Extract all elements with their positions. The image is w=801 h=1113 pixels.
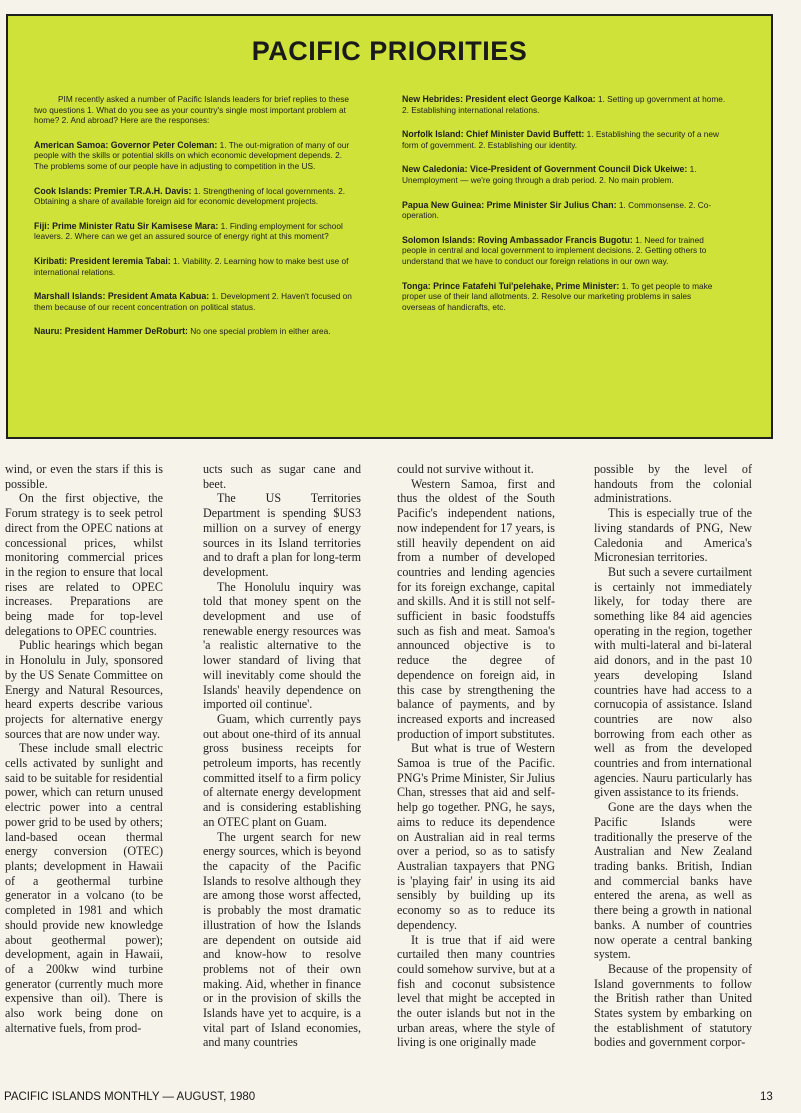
entry-text: 1. Strengthening of local governments. 2. Obtaining a share of available foreign aid for economic development projects. xyxy=(34,185,346,207)
box-entry xyxy=(34,291,356,312)
entry-text: 1. Commonsense. 2. Co-operation. xyxy=(402,199,712,221)
paragraph: It is true that if aid were curtailed then many countries could somehow survive, but at a fish and coconut subsistence level that might be accepted in the outer islands but not in the urban areas, where the style of living is one originally made xyxy=(397,932,555,1050)
paragraph: On the first objective, the Forum strategy is to seek petrol direct from the OPEC nations at concessional prices, whilst monitoring commercial prices in the region to ensure that local rises are related to OPEC increases. Preparations are being made for top-level delegations to OPEC countries. xyxy=(5,491,163,638)
box-entry xyxy=(402,164,726,185)
paragraph: Gone are the days when the Pacific Islands were traditionally the preserve of the Australian and New Zealand trading banks. British, Indian and commercial banks have entered the arena, as well as there being a growth in national banks. A number of countries now operate a central banking system. xyxy=(594,800,752,962)
entry-head: Solomon Islands: Roving Ambassador Francis Bugotu: xyxy=(402,234,633,245)
box-entry xyxy=(402,281,726,313)
box-entry xyxy=(402,200,726,221)
entry-head: New Hebrides: President elect George Kalkoa: xyxy=(402,94,596,104)
paragraph: The US Territories Department is spending $US3 million on a survey of energy sources in its Island territories and to draft a plan for long-term development. xyxy=(203,491,361,579)
box-entry xyxy=(34,140,356,172)
box-entry xyxy=(402,94,726,115)
paragraph: But such a severe curtailment is certainly not immediately likely, for today there are something like 84 aid agencies operating in the region, together with multi-lateral and bi-lateral aid donors, and in the past 10 years developing Island countries have had access to a cornucopia of assistance. Island countries are now also borrowing from each other as well as from the developed countries and from international agencies. Nauru particularly has given assistance to its friends. xyxy=(594,564,752,800)
entry-text: 1. Setting up government at home. 2. Establishing international relations. xyxy=(402,94,726,115)
entry-text: 1. Finding employment for school leavers. 2. Where can we get an assured source of energy right at this moment? xyxy=(34,220,343,242)
entry-text: 1. Viability. 2. Learning how to make best use of international relations. xyxy=(34,255,349,277)
entry-head: Fiji: Prime Minister Ratu Sir Kamisese Mara: xyxy=(34,220,219,231)
entry-head: Nauru: President Hammer DeRoburt: xyxy=(34,326,188,337)
entry-head: Cook Islands: Premier T.R.A.H. Davis: xyxy=(34,185,192,196)
paragraph: These include small electric cells activated by sunlight and said to be suitable for residential power, which can return unused electric power into a central power grid to be used by others; land-based ocean thermal energy conversion (OTEC) plants; development in Hawaii of a geothermal turbine generator in a volcano (to be completed in 1981 and which should provide new knowledge about geothermal power); development, again in Hawaii, of a 200kw wind turbine generator (currently much more expensive than oil). There is also work being done on alternative fuels, from prod- xyxy=(5,741,163,1035)
entry-text: 1. The out-migration of many of our people with the skills or potential skills on which economic development depends. 2. The problems some of our people have in adjusting to competition in the US. xyxy=(34,139,350,171)
pacific-priorities-box xyxy=(6,14,773,439)
box-entry xyxy=(34,256,356,277)
box-title: PACIFIC PRIORITIES xyxy=(251,36,528,66)
footer-publication: PACIFIC ISLANDS MONTHLY — AUGUST, 1980 xyxy=(4,1091,256,1103)
box-entry xyxy=(402,235,726,267)
box-entry xyxy=(34,186,356,207)
paragraph: Western Samoa, first and thus the oldest of the South Pacific's independent nations, now independent for 17 years, is still heavily dependent on aid from a number of developed countries and lending agencies for its foreign exchange, capital and skills. And it is still not self-sufficient in basic foodstuffs such as fish and meat. Samoa's announced objective is to reduce the degree of dependence on foreign aid, in this case by strengthening the balance of payments, and by increased exports and increased production of import substitutes. xyxy=(397,476,555,741)
entry-head: Tonga: Prince Fatafehi Tui'pelehake, Prime Minister: xyxy=(402,280,620,291)
entry-head: Papua New Guinea: Prime Minister Sir Julius Chan: xyxy=(402,199,617,210)
box-entry xyxy=(34,221,356,242)
paragraph: Because of the propensity of Island governments to follow the British rather than United States system by embarking on the establishment of statutory bodies and government corpor- xyxy=(594,961,752,1050)
entry-text: 1. Need for trained people in central and local government to implement decisions. 2. Getting others to understand that we have to conduct our foreign relations in our own way. xyxy=(402,234,707,266)
entry-text: 1. Establishing the security of a new form of government. 2. Establishing our identity. xyxy=(402,129,719,150)
paragraph: could not survive without it. xyxy=(397,462,534,476)
paragraph: The Honolulu inquiry was told that money spent on the development and use of renewable energy resources was 'a realistic alternative to the lower standard of living that will inevitably come should the Islands' heavily dependence on imported oil continue'. xyxy=(203,579,361,712)
entry-head: American Samoa: Governor Peter Coleman: xyxy=(34,139,218,150)
entry-head: Marshall Islands: President Amata Kabua: xyxy=(34,291,210,302)
article-column-2 xyxy=(203,462,361,1050)
entry-head: New Caledonia: Vice-President of Government Council Dick Ukeiwe: xyxy=(402,164,688,175)
article-column-1 xyxy=(5,462,163,1035)
paragraph: Public hearings which began in Honolulu in July, sponsored by the US Senate Committee on Energy and Natural Resources, heard experts describe various projects for alternative energy sources that are now under way. xyxy=(5,638,163,741)
paragraph: But what is true of Western Samoa is true of the Pacific. PNG's Prime Minister, Sir Julius Chan, stresses that aid and self-help go together. PNG, he says, aims to reduce its dependence on Australian aid in real terms over a period, so as to satisfy Australian taxpayers that PNG is 'playing fair' in using its aid sensibly by building up its economy so as to reduce its dependency. xyxy=(397,741,555,932)
entry-head: Norfolk Island: Chief Minister David Buffett: xyxy=(402,129,585,140)
entry-text: 1. To get people to make proper use of their land allotments. 2. Resolve our marketing problems in sales overseas of handicrafts, etc. xyxy=(402,280,713,312)
entry-text: No one special problem in either area. xyxy=(190,326,331,337)
paragraph: This is especially true of the living standards of PNG, New Caledonia and America's Micronesian territories. xyxy=(594,506,752,565)
paragraph: wind, or even the stars if this is possible. xyxy=(5,462,163,491)
entry-text: 1. Unemployment — we're going through a drab period. 2. No main problem. xyxy=(402,164,697,185)
paragraph: The urgent search for new energy sources, which is beyond the capacity of the Pacific Islands to resolve although they are among those worst affected, is probably the most dramatic illustration of how the Islands are dependent on outside aid and know-how to resolve problems not of their own making. Aid, whether in finance or in the provision of skills the Islands have yet to acquire, is a vital part of Island economies, and many countries xyxy=(203,829,361,1050)
entry-head: Kiribati: President Ieremia Tabai: xyxy=(34,255,171,266)
box-column-right xyxy=(402,94,726,326)
paragraph: Guam, which currently pays out about one-third of its annual gross business receipts for petroleum imports, has recently committed itself to a firm policy of alternate energy development and is considering establishing an OTEC plant on Guam. xyxy=(203,711,361,829)
article-column-3 xyxy=(397,462,555,1050)
paragraph: possible by the level of handouts from the colonial administrations. xyxy=(594,462,752,506)
box-entry xyxy=(34,326,356,337)
box-entry xyxy=(402,129,726,150)
entry-text: 1. Development 2. Haven't focused on them because of our recent concentration on political status. xyxy=(34,291,352,312)
box-intro: PIM recently asked a number of Pacific Islands leaders for brief replies to these two questions 1. What do you see as your country's single most important problem at home? 2. And abroad? Here are the responses: xyxy=(34,94,349,126)
page-number: 13 xyxy=(760,1091,773,1103)
box-column-left xyxy=(34,94,356,351)
paragraph: ucts such as sugar cane and beet. xyxy=(203,462,361,491)
article-column-4 xyxy=(594,462,752,1050)
